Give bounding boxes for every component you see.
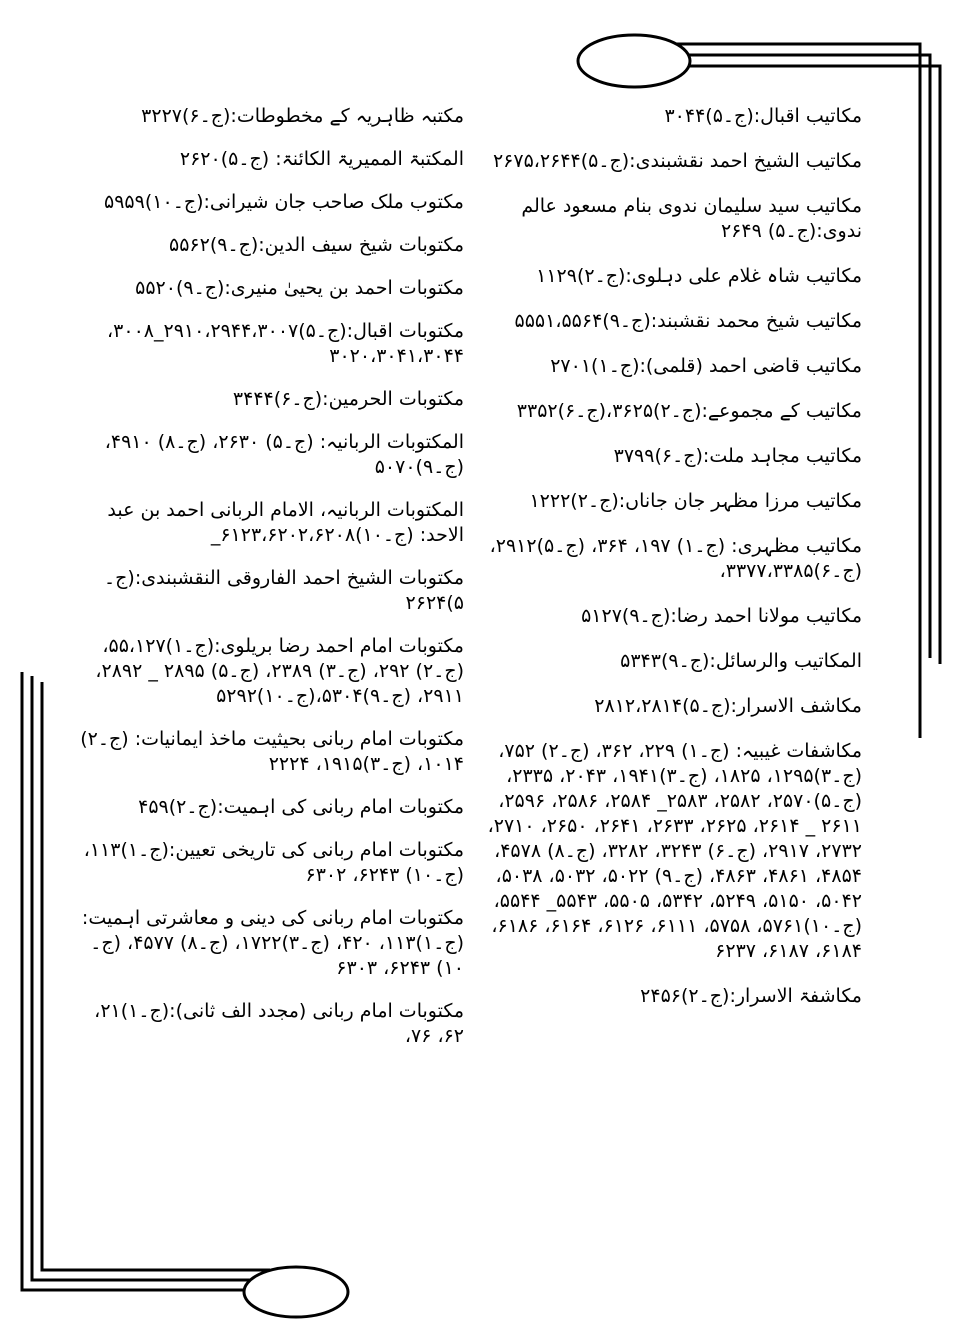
index-entry: مکاتیب قاضی احمد (قلمی):(ج۔۱)۲۷۰۱ — [550, 355, 862, 377]
index-entry: مکتوب ملک صاحب جان شیرانی:(ج۔۱۰)۵۹۵۹ — [104, 191, 464, 213]
index-entry: مکتوبات شیخ سیف الدین:(ج۔۹)۵۵۶۲ — [168, 234, 464, 256]
index-entry: مکتوبات امام ربانی (مجدد الف ثانی):(ج۔۱)۲۱، ۶۲، ۷۶، — [94, 1000, 464, 1047]
index-entry: المکتوبات الربانیہ: (ج۔۵) ۲۶۳۰، (ج۔۸) ۴۹۱۰، (ج۔۹)۵۰۷۰ — [104, 431, 464, 478]
index-entry: مکتوبات امام ربانی کی دینی و معاشرتی اہمیت:(ج۔۱)۱۱۳، ۴۲۰، (ج۔۳)۱۷۲۲، (ج۔۸) ۴۵۷۷، (ج۔۱۰) ۶۲۴۳، ۶۳۰۳ — [81, 907, 464, 979]
index-entry: مکاتیب مظہری: (ج۔۱) ۱۹۷، ۳۶۴، (ج۔۵)۲۹۱۲، (ج۔۶)۳۳۷۷،۳۳۸۵، — [489, 535, 862, 582]
index-entry: مکتوبات امام احمد رضا بریلوی:(ج۔۱)۵۵،۱۲۷،(ج۔۲) ۲۹۲، (ج۔۳) ۲۳۸۹، (ج۔۵) ۲۸۹۵ _ ۲۸۹۲، ۲۹۱۱، (ج۔۹)۵۳۰۴،(ج۔۱۰)۵۲۹۲ — [95, 635, 464, 707]
index-entry: مکاشف الاسرار:(ج۔۵)۲۸۱۲،۲۸۱۴ — [594, 695, 862, 717]
index-entry: مکاتیب شیخ محمد نقشبند:(ج۔۹)۵۵۵۱،۵۵۶۴ — [514, 310, 862, 332]
index-entry: مکتوبات امام ربانی کی تاریخی تعیین:(ج۔۱)۱۱۳، (ج۔۱۰) ۶۲۴۳، ۶۳۰۲ — [83, 839, 464, 886]
index-entry: مکتوبات احمد بن یحییٰ منیری:(ج۔۹)۵۵۲۰ — [135, 277, 464, 299]
left-index-column — [78, 104, 464, 1067]
index-entry: مکاتیب سید سلیمان ندوی بنام مسعود عالم ندوی:(ج۔۵) ۲۶۴۹ — [521, 195, 862, 242]
index-entry: مکاتیب مولانا احمد رضا:(ج۔۹)۵۱۲۷ — [581, 605, 862, 627]
index-entry: مکاتیب اقبال:(ج۔۵)۳۰۴۴ — [664, 105, 862, 127]
index-entry: مکاشفۃ الاسرار:(ج۔۲)۲۴۵۶ — [640, 985, 862, 1007]
index-entry: مکاتیب مجاہد ملت:(ج۔۶)۳۷۹۹ — [613, 445, 862, 467]
index-entry: مکتوبات امام ربانی بحیثیت ماخذ ایمانیات: (ج۔۲) ۱۰۱۴، (ج۔۳)۱۹۱۵، ۲۲۲۴ — [80, 728, 464, 775]
bottom-ornament-oval — [244, 1267, 348, 1317]
index-entry: المکتبۃ الممیریۃ الکائنۃ: (ج۔۵)۲۶۲۰ — [179, 148, 464, 170]
index-entry: مکتوبات اقبال:(ج۔۵)۲۹۱۰،۲۹۴۴،۳۰۰۷_۳۰۰۸، ۳۰۲۰،۳۰۴۱،۳۰۴۴ — [107, 320, 464, 367]
index-entry: المکتوبات الربانیہ، الامام الربانی احمد بن عبد الاحد: (ج۔۱۰)۶۱۲۳،۶۲۰۲،۶۲۰۸_ — [107, 499, 464, 546]
index-entry: مکتوبات الشیخ احمد الفاروقی النقشبندی:(ج۔۵)۲۶۲۴ — [104, 567, 464, 614]
index-entry: مکاشفات غیبیہ: (ج۔۱) ۲۲۹، ۳۶۲، (ج۔۲) ۷۵۲، (ج۔۳)۱۲۹۵، ۱۸۲۵، (ج۔۳)۱۹۴۱، ۲۰۴۳، ۲۳۳۵، (ج۔۵)۲۵۷۰، ۲۵۸۲، ۲۵۸۳_ ۲۵۸۴، ۲۵۸۶، ۲۵۹۶، ۲۶۱۱ _ ۲۶۱۴، ۲۶۲۵، ۲۶۳۳، ۲۶۴۱، ۲۶۵۰، ۲۷۱۰، ۲۷۳۲، ۲۹۱۷، (ج۔۶) ۳۲۴۳، ۳۲۸۲، (ج۔۸) ۴۵۷۸، ۴۸۵۴، ۴۸۶۱، ۴۸۶۳، (ج۔۹) ۵۰۲۲، ۵۰۳۲، ۵۰۳۸، ۵۰۴۲، ۵۱۵۰، ۵۲۴۹، ۵۳۴۲، ۵۵۰۵، ۵۵۴۳_ ۵۵۴۴، (ج۔۱۰)۵۷۶۱، ۵۷۵۸، ۶۱۱۱، ۶۱۲۶، ۶۱۶۴، ۶۱۸۶، ۶۱۸۴، ۶۱۸۷، ۶۲۳۷ — [487, 740, 862, 962]
index-entry: مکاتیب مرزا مظہر جان جاناں:(ج۔۲)۱۲۲۲ — [529, 490, 862, 512]
top-ornament-oval — [578, 35, 690, 87]
right-index-column — [480, 104, 862, 1029]
index-entry: مکاتیب الشیخ احمد نقشبندی:(ج۔۵)۲۶۷۵،۲۶۴۴ — [492, 150, 862, 172]
index-entry: مکتوبات الحرمین:(ج۔۶)۳۴۴۴ — [232, 388, 464, 410]
index-entry: مکتوبات امام ربانی کی اہمیت:(ج۔۲)۴۵۹ — [138, 796, 464, 818]
index-entry: المکاتیب والرسائل:(ج۔۹)۵۳۴۳ — [620, 650, 862, 672]
index-entry: مکاتیب کے مجموعے:(ج۔۲)۳۶۲۵،(ج۔۶)۳۳۵۲ — [516, 400, 862, 422]
index-entry: مکتبہ ظاہریہ کے مخطوطات:(ج۔۶)۳۲۲۷ — [141, 105, 464, 127]
index-entry: مکاتیب شاہ غلام علی دہلوی:(ج۔۲)۱۱۲۹ — [536, 265, 862, 287]
